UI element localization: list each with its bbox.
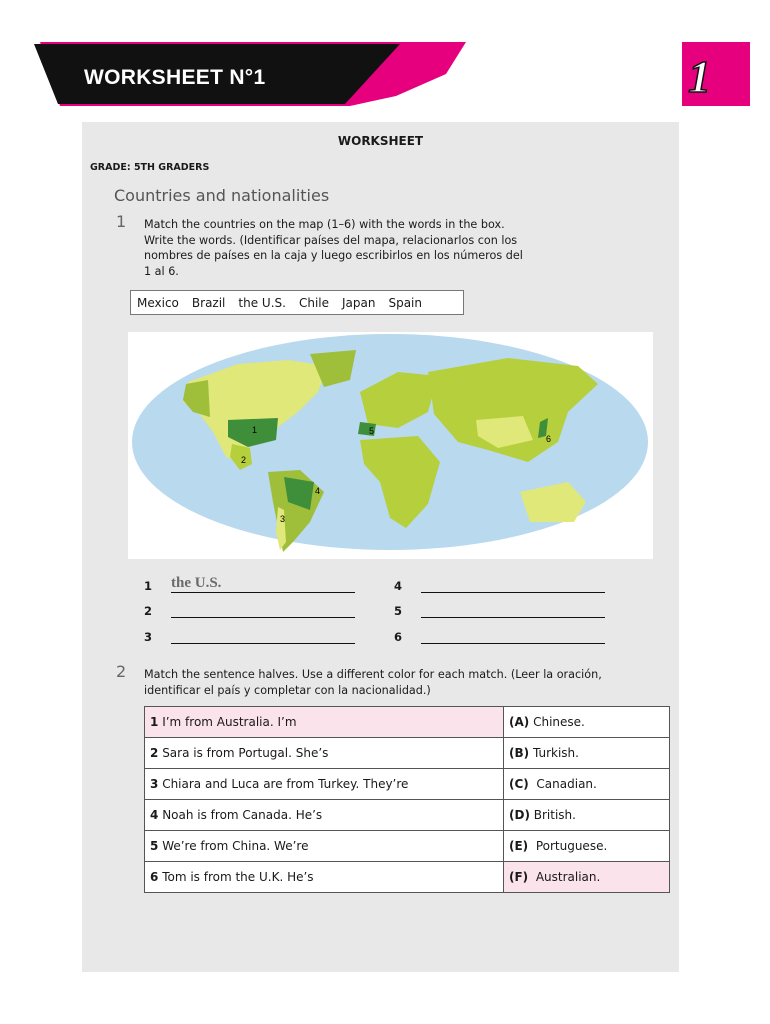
answer-row <box>144 577 364 597</box>
word-box-item: Spain <box>388 295 422 310</box>
word-box-item: Chile <box>298 295 329 310</box>
sentence-end-cell[interactable]: (A) Chinese. <box>504 707 670 738</box>
word-box-item: Brazil <box>191 295 226 310</box>
banner-shapes <box>0 0 770 110</box>
word-box <box>130 290 464 315</box>
sentence-start-cell[interactable]: 3 Chiara and Luca are from Turkey. They’re <box>145 769 504 800</box>
map-label: 5 <box>369 426 375 436</box>
table-row <box>145 862 670 893</box>
matching-table <box>144 706 670 893</box>
word-box-item: Mexico <box>137 295 179 310</box>
sentence-end-cell[interactable]: (D) British. <box>504 800 670 831</box>
sentence-end-cell[interactable]: (F) Australian. <box>504 862 670 893</box>
table-row <box>145 831 670 862</box>
exercise-2-instructions <box>144 667 602 698</box>
sentence-start-cell[interactable]: 6 Tom is from the U.K. He’s <box>145 862 504 893</box>
map-label: 4 <box>315 486 321 496</box>
answer-line[interactable] <box>171 617 355 618</box>
answer-line[interactable] <box>421 592 605 593</box>
instruction-line: Match the countries on the map (1–6) with the words in the box. <box>144 218 505 231</box>
exercise-1-instructions <box>144 217 523 279</box>
sentence-start-cell[interactable]: 4 Noah is from Canada. He’s <box>145 800 504 831</box>
sentence-start-cell[interactable]: 2 Sara is from Portugal. She’s <box>145 738 504 769</box>
sentence-end-cell[interactable]: (B) Turkish. <box>504 738 670 769</box>
answer-row <box>394 602 614 622</box>
grade-label: GRADE: 5TH GRADERS <box>90 162 210 173</box>
answer-line[interactable] <box>421 617 605 618</box>
header-banner <box>0 0 770 110</box>
answer-row <box>394 577 614 597</box>
word-box-item: the U.S. <box>238 295 286 310</box>
table-row <box>145 707 670 738</box>
table-row <box>145 800 670 831</box>
answer-number: 5 <box>394 604 403 618</box>
instruction-line: identificar el país y completar con la nacionalidad.) <box>144 683 431 697</box>
table-row <box>145 738 670 769</box>
answer-number: 1 <box>144 579 153 593</box>
sentence-start-cell[interactable]: 5 We’re from China. We’re <box>145 831 504 862</box>
answer-number: 2 <box>144 604 153 618</box>
worksheet-title: WORKSHEET <box>337 134 424 148</box>
answer-row <box>394 628 614 648</box>
world-map <box>128 332 653 559</box>
map-label: 1 <box>252 425 258 435</box>
answer-row <box>144 628 364 648</box>
exercise-1-number: 1 <box>116 212 127 231</box>
sentence-start-cell[interactable]: 1 I’m from Australia. I’m <box>145 707 504 738</box>
instruction-line: nombres de países en la caja y luego escribirlos en los números del <box>144 249 523 262</box>
answer-line[interactable] <box>171 592 355 593</box>
sentence-end-cell[interactable]: (C) Canadian. <box>504 769 670 800</box>
answer-text: the U.S. <box>171 575 222 591</box>
exercise-2-number: 2 <box>116 662 127 681</box>
answer-line[interactable] <box>421 643 605 644</box>
answer-number: 4 <box>394 579 403 593</box>
answer-line[interactable] <box>171 643 355 644</box>
unit-number: 1 <box>688 51 711 102</box>
sentence-end-cell[interactable]: (E) Portuguese. <box>504 831 670 862</box>
map-label: 6 <box>546 434 552 444</box>
page-title: WORKSHEET N°1 <box>84 66 266 89</box>
table-row <box>145 769 670 800</box>
map-label: 3 <box>280 514 286 524</box>
map-label: 2 <box>241 455 247 465</box>
answer-number: 6 <box>394 630 403 644</box>
world-map-image <box>128 332 653 559</box>
instruction-line: 1 al 6. <box>144 264 179 278</box>
answer-row <box>144 602 364 622</box>
section-title: Countries and nationalities <box>114 186 330 205</box>
worksheet-panel <box>82 122 679 972</box>
instruction-line: Match the sentence halves. Use a different color for each match. (Leer la oración, <box>144 668 602 681</box>
instruction-line: Write the words. (Identificar países del mapa, relacionarlos con los <box>144 233 518 247</box>
word-box-item: Japan <box>342 295 376 310</box>
answer-number: 3 <box>144 630 153 644</box>
